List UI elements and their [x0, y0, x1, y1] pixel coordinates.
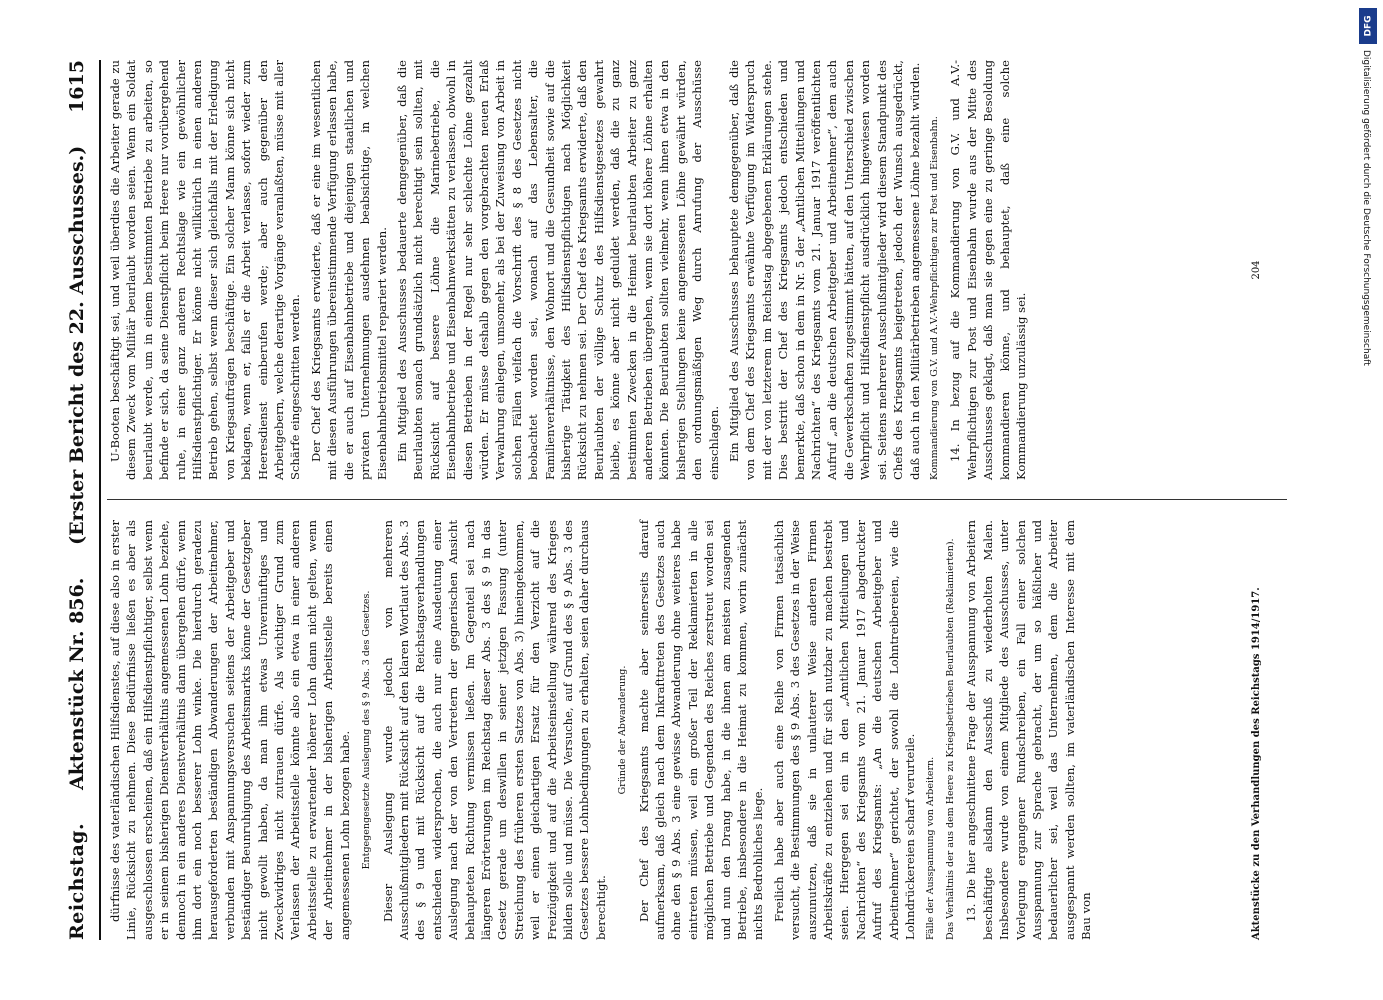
paragraph: Ein Mitglied des Ausschusses bedauerte demgegenüber, daß die Beurlaubten sonach grundsätzlich nicht berechtigt sein sollten, mit Rücksicht auf bessere Löhne die Marinebetriebe, die Eisenbahnbetriebe und Eisenbahnwerkstätten zu verlassen, obwohl in diesen Betrieben in der Regel nur sehr schlechte Löhne gezahlt würden. Er müsse deshalb gegen den vorgebrachten neuen Erlaß Verwahrung einlegen, umsomehr, als bei der Zuweisung von Arbeit in solchen Fällen vielfach die Vorschrift des § 8 des Gesetzes nicht beobachtet worden sei, wonach auf das Lebensalter, die Familienverhältnisse, den Wohnort und die Gesundheit sowie auf die bisherige Tätigkeit des Hilfsdienstpflichtigen nach Möglichkeit Rücksicht zu nehmen sei. Der Chef des Kriegsamts erwiderte, daß den Beurlaubten der völlige Schutz des Hilfsdienstgesetzes gewahrt bleibe, es könne aber nicht geduldet werden, daß die zu ganz bestimmten Zwecken in die Heimat beurlaubten Arbeiter zu ganz anderen Betrieben übergehen, wenn sie dort höhere Löhne erhalten könnten. Die Beurlaubten sollten vielmehr, wenn ihnen etwa in den bisherigen Stellungen keine angemessenen Löhne gewährt würden, den ordnungsmäßigen Weg durch Anrufung der Ausschüsse einschlagen. [394, 60, 721, 480]
section-note: Kommandierung von G.V. und A.V.-Wehrpflichtigen zur Post und Eisenbahn. [928, 116, 940, 480]
header-left: Reichstag. [66, 822, 88, 940]
digitization-sidebar [1355, 0, 1381, 1000]
paragraph: Freilich habe aber auch eine Reihe von Firmen tatsächlich versucht, die Bestimmungen des § 9 Abs. 3 des Gesetzes in der Weise auszunutzen, daß sie in unlauterer Weise anderen Firmen Arbeitskräfte zu entziehen und für sich nutzbar zu machen bestrebt seien. Hiergegen sei ein in den „Amtlichen Mitteilungen und Nachrichten“ des Kriegsamts vom 21. Januar 1917 abgedruckter Aufruf des Kriegsamts: „An die deutschen Arbeitgeber und Arbeitnehmer“ gerichtet, der sowohl die Lohntreibereien, wie die Lohndrückereien scharf verurteile. [771, 520, 918, 940]
paragraph: 14. In bezug auf die Kommandierung von G.V. und A.V.-Wehrpflichtigen zur Post und Eisenbahn wurde aus der Mitte des Ausschusses geklagt, daß man sie gegen eine zu geringe Besoldung kommandieren könne, und behauptet, daß eine solche Kommandierung unzulässig sei. [948, 60, 1028, 480]
paragraph: Der Chef des Kriegsamts erwiderte, daß er eine im wesentlichen mit diesen Ausführungen übereinstimmende Verfügung erlassen habe, die er auch auf Eisenbahnbetriebe und diejenigen staatlichen und privaten Unternehmungen ausdehnen beabsichtige, in welchen Eisenbahnbetriebsmittel repariert werden. [308, 60, 389, 480]
funding-notice: Digitalisierung gefördert durch die Deutsche Forschungsgemeinschaft [1361, 50, 1371, 366]
paragraph: 13. Die hier angeschnittene Frage der Ausspannung von Arbeitern beschäftigte alsdann den Ausschuß zu wiederholten Malen. Insbesondere wurde von einem Mitgliede des Ausschusses, unter Vorlegung ergangener Rundschreiben, ein Fall einer solchen Ausspannung zur Sprache gebracht, der um so häßlicher und bedauerlicher sei, weil das Unternehmen, dem die Arbeiter ausgespannt werden sollten, im vaterländischen Interesse mit dem Bau von [964, 520, 1094, 940]
paragraph: dürfnisse des vaterländischen Hilfsdienstes, auf diese also in erster Linie, Rücksicht zu nehmen. Diese Bedürfnisse ließen es aber als ausgeschlossen erscheinen, daß ein Hilfsdienstpflichtiger, selbst wenn er in seinem bisherigen Dienstverhältnis angemessenen Lohn beziehe, dennoch in ein anderes Dienstverhältnis dann übergehen dürfe, wenn ihm dort ein noch besserer Lohn winke. Die hierdurch geradezu herausgeforderten beständigen Abwanderungen der Arbeitnehmer, verbunden mit Anspannungsversuchen seitens der Arbeitgeber und beständiger Beunruhigung des Arbeitsmarkts könne der Gesetzgeber nicht gewollt haben, da man ihm etwas Unvernünftiges und Zweckwidriges nicht zutrauen dürfe. Als wichtiger Grund zum Verlassen der Arbeitsstelle könnte also ein etwa in einer anderen Arbeitsstelle zu erwartender höherer Lohn dann nicht gelten, wenn der Arbeitnehmer in der bisherigen Arbeitsstelle bereits einen angemessenen Lohn bezogen habe. [108, 520, 352, 940]
header-report-title: (Erster Bericht des 22. Ausschusses.) [66, 145, 88, 545]
header-page-number: 1615 [66, 60, 88, 113]
text-column-right [107, 60, 1307, 480]
header-document-number: Aktenstück Nr. 856. [66, 577, 88, 791]
margin-caption: Gründe der Abwanderung. [617, 665, 629, 795]
paragraph: Ein Mitglied des Ausschusses behauptete demgegenüber, daß die von dem Chef des Kriegsamts erwähnte Verfügung im Widerspruch mit der von letzterem im Reichstag abgegebenen Erklärungen stehe. Dies bestritt der Chef des Kriegsamts jedoch entschieden und bemerkte, daß schon in dem in Nr. 5 der „Amtlichen Mitteilungen und Nachrichten“ des Kriegsamts vom 21. Januar 1917 veröffentlichten Aufruf „an die deutschen Arbeitgeber und Arbeitnehmer“, dem auch die Gewerkschaften zugestimmt hätten, auf den Unterschied zwischen Wehrpflicht und Hilfsdienstpflicht ausdrücklich hingewiesen worden sei. Seitens mehrerer Ausschußmitglieder wird diesem Standpunkt des Chefs des Kriegsamts beigetreten, jedoch der Wunsch ausgedrückt, daß auch in den Militärbetrieben angemessene Löhne bezahlt würden. [727, 60, 922, 480]
margin-caption: Entgegengesetzte Auslegung des § 9 Abs. 3 des Gesetzes. [361, 590, 373, 870]
section-note: Das Verhältnis der aus dem Heere zu Kriegsbetrieben Beurlaubten (Reklamierten). [944, 538, 956, 940]
text-column-left [107, 520, 1307, 940]
paragraph: Dieser Auslegung wurde jedoch von mehreren Ausschußmitgliedern mit Rücksicht auf den klaren Wortlaut des Abs. 3 des § 9 und mit Rücksicht auf die Reichstagsverhandlungen entschieden widersprochen, die auch nur eine Ausdeutung einer Auslegung nach der von den Vertretern der gegnerischen Ansicht behaupteten Richtung vermissen ließen. Im Gegenteil sei nach längeren Erörterungen im Reichstag dieser Abs. 3 des § 9 in das Gesetz gerade um deswillen in seiner jetzigen Fassung (unter Streichung des früheren ersten Satzes von Abs. 3) hineingekommen, weil er einen gleichartigen Ersatz für den Verzicht auf die Freizügigkeit und auf die Arbeitseinstellung während des Krieges bilden solle und müsse. Die Versuche, auf Grund des § 9 Abs. 3 des Gesetzes bessere Lohnbedingungen zu erhalten, seien daher durchaus berechtigt. [380, 520, 608, 940]
paragraph: Der Chef des Kriegsamts machte aber seinerseits darauf aufmerksam, daß gleich nach dem Inkrafttreten des Gesetzes auch ohne den § 9 Abs. 3 eine gewisse Abwanderung ohne weiteres habe eintreten müssen, weil ein großer Teil der Reklamierten in alle möglichen Betriebe und Gegenden des Reiches zerstreut worden sei und nun den Drang habe, in die ihnen am meisten zusagenden Betriebe, insbesondere in die Heimat zu kommen, worin zunächst nichts Bedrohliches liege. [636, 520, 766, 940]
column-divider [107, 499, 1287, 500]
paragraph: U-Booten beschäftigt sei, und weil überdies die Arbeiter gerade zu diesem Zweck vom Militär beurlaubt worden seien. Wenn ein Soldat beurlaubt werde, um in einem bestimmten Betriebe zu arbeiten, so befinde er sich, da seine Dienstpflicht beim Heere nur vorübergehend ruhe, in einer ganz anderen Rechtslage wie ein gewöhnlicher Hilfsdienstpflichtiger. Er könne nicht willkürlich in einen anderen Betrieb gehen, selbst wenn dieser sich gleichfalls mit der Erledigung von Kriegsaufträgen beschäftige. Ein solcher Mann könne sich nicht beklagen, wenn er, falls er die Arbeit verlasse, sofort wieder zum Heeresdienst einberufen werde; aber auch gegenüber den Arbeitgebern, welche derartige Vorgänge veranlaßten, müsse mit aller Schärfe eingeschritten werden. [108, 60, 303, 480]
dfg-logo: DFG [1359, 8, 1377, 44]
page-footer: Aktenstücke zu den Verhandlungen des Reichstags 1914/1917. [1251, 587, 1262, 940]
section-note: Fälle der Ausspannung von Arbeitern. [924, 756, 936, 940]
sheet-number: 204 [1251, 260, 1262, 280]
rotated-page-content [55, 60, 1375, 940]
page-header [55, 60, 101, 940]
